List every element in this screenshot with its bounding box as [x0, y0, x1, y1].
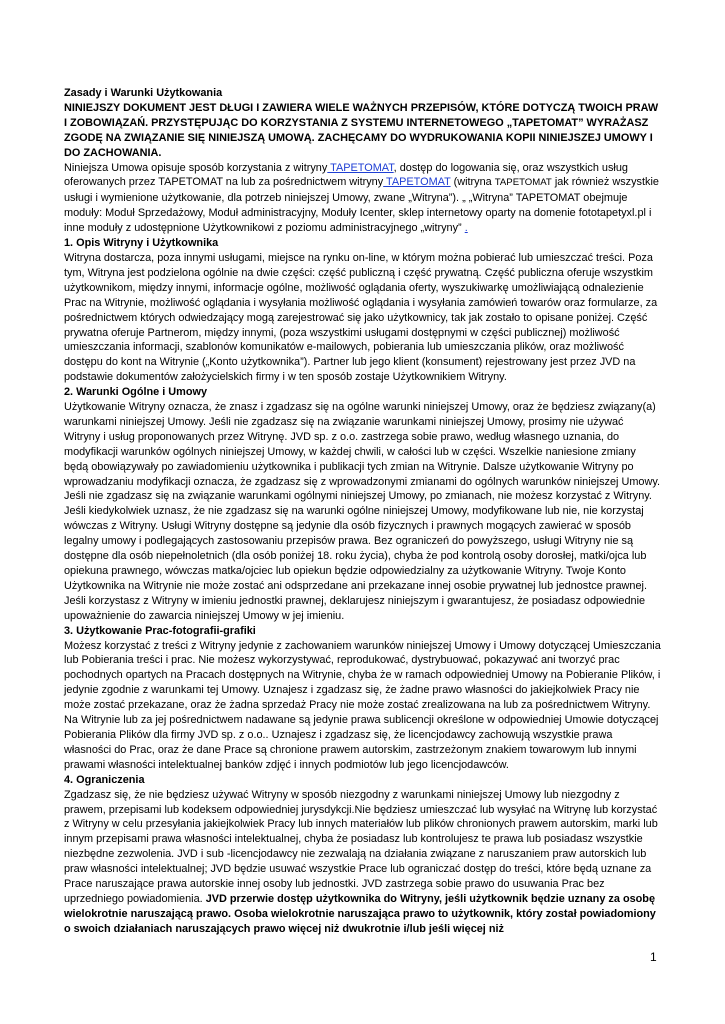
section-4-text: Zgadzasz się, że nie będziesz używać Witryny w sposób niezgodny z warunkami niniejszej Umowy lub niezgodny z prawem, przepisami lub kodeksem odpowiedniej jurysdykcji.Nie będziesz umieszczać lub wysyłać na Witrynę lub korzystać z Witryny w celu przesyłania jakiejkolwiek Pracy lub innych materiałów lub plików chronionych prawem autorskim, marki lub innym przepisami prawa własności intelektualnej, chyba że posiadasz lub kontrolujesz te prawa lub posiadasz wszystkie niezbędne zezwolenia. JVD i sub -licencjodawcy nie zezwalają na działania związane z naruszaniem praw autorskich lub praw własności intelektualnej; JVD będzie usuwać wszystkie Prace lub ograniczać dostęp do treści, które będą uznane za Prace naruszające prawa autorskie innej osoby lub jednostki. JVD zastrzega sobie prawo do usuwania Prac bez uprzedniego powiadomienia.	[64, 788, 658, 905]
section-4-bold-text: JVD przerwie dostęp użytkownika do Witryny, jeśli użytkownik będzie uznany za osobę wielokrotnie naruszającą prawo. Osoba wielokrotnie naruszająca prawo to użytkownik, który został powiadomiony o swoich działaniach naruszających prawo więcej niż dwukrotnie i/lub jeśli więcej niż	[64, 892, 656, 935]
section-2-body: Użytkowanie Witryny oznacza, że znasz i zgadzasz się na ogólne warunki niniejszej Umowy, oraz że będziesz związany(a) warunkami niniejszej Umowy. Jeśli nie zgadzasz się na związanie warunkami niniejszej Umowy, prosimy nie używać Witryny i usług proponowanych przez Witrynę. JVD sp. z o.o. zastrzega sobie prawo, według własnego uznania, do modyfikacji warunków ogólnych niniejszej Umowy, w każdej chwili, w całości lub w części. Wszelkie naniesione zmiany będą obowiązywały po zawiadomieniu użytkownika i publikacji tych zmian na Witrynie. Dalsze użytkowanie Witryny po wprowadzaniu modyfikacji oznacza, że zgadzasz się z wprowadzonymi zmianami do ogólnych warunków niniejszej Umowy. Jeśli nie zgadzasz się na związanie warunkami ogólnymi niniejszej Umowy, po zmianach, nie możesz korzystać z Witryny. Jeśli kiedykolwiek uznasz, że nie zgadzasz się na warunki ogólne niniejszej Umowy, modyfikowane lub nie, nie korzystaj wówczas z Witryny. Usługi Witryny dostępne są jedynie dla osób fizycznych i prawnych mogących zawierać w sposób legalny umowy i podlegających zastosowaniu przepisów prawa. Bez ograniczeń do powyższego, usługi Witryny nie są dostępne dla osób niepełnoletnich (dla osób poniżej 18. roku życia), chyba że pod kontrolą osoby dorosłej, matki/ojca lub opiekuna prawnego, wówczas matka/ojciec lub opiekun będzie odpowiedzialny za użytkowanie Witryny. Twoje Konto Użytkownika na Witrynie nie może zostać ani odsprzedane ani przekazane innej osobie prywatnej lub jednostce prawnej. Jeśli korzystasz z Witryny w imieniu jednostki prawnej, deklarujesz niniejszym i gwarantujesz, że posiadasz odpowiednie upoważnienie do zawarcia niniejszej Umowy w jej imieniu.	[64, 401, 661, 622]
intro-text-1: Niniejsza Umowa opisuje sposób korzystania z witryny	[64, 161, 328, 174]
page-number: 1	[650, 950, 657, 964]
intro-small-tapetomat: TAPETOMAT	[494, 177, 552, 189]
intro-paragraph	[64, 161, 662, 237]
section-1-body: Witryna dostarcza, poza innymi usługami, miejsce na rynku on-line, w którym można pobierać lub umieszczać treści. Poza tym, Witryna jest podzielona ogólnie na dwie części: część publiczną i część prywatną. Część publiczna oferuje wszystkim użytkownikom, między innymi, informacje ogólne, możliwość oglądania oferty, wyszukiwarkę umożliwiającą odnalezienie Prac na Witrynie, możliwość oglądania i wysyłania możliwość oglądania i wysyłania zamówień towarów oraz formularze, za pośrednictwem których odwiedzający mogą zarejestrować się jako użytkownicy, tak jak zostało to opisane poniżej. Część prywatna oferuje Partnerom, między innymi, (poza wszystkimi usługami dostępnymi w części publicznej) możliwość umieszczania informacji, szablonów komunikatów e-mailowych, pobierania lub umieszczania plików, oraz możliwość dostępu do kont na Witrynie („Konto użytkownika”). Partner lub jego klient (konsument) rejestrowany jest przez JVD na podstawie dokumentów założycielskich firmy i w ten sposób zostaje Użytkownikiem Witryny.	[64, 251, 658, 384]
section-4-heading: 4. Ograniczenia	[64, 773, 145, 786]
section-1-heading: 1. Opis Witryny i Użytkownika	[64, 237, 219, 250]
intro-link-dot[interactable]: .	[464, 222, 468, 235]
intro-text-2: , dostęp do logowania się, oraz wszystkich usług oferowanych przez TAPETOMAT na lub za pośrednictwem witryny	[64, 161, 628, 189]
intro-caps-notice: NINIEJSZY DOKUMENT JEST DŁUGI I ZAWIERA WIELE WAŻNYCH PRZEPISÓW, KTÓRE DOTYCZĄ TWOICH PRAW I ZOBOWIĄZAŃ. PRZYSTĘPUJĄC DO KORZYSTANIA Z SYSTEMU INTERNETOWEGO „TAPETOMAT” WYRAŻASZ ZGODĘ NA ZWIĄZANIE SIĘ NINIEJSZĄ UMOWĄ. ZACHĘCAMY DO WYDRUKOWANIA KOPII NINIEJSZEJ UMOWY I DO ZACHOWANIA.	[64, 101, 659, 159]
intro-text-4: jak również wszystkie usługi i wymienione użytkowanie, dla potrzeb niniejszej Umowy, zwane „Witryna”). „ „Witryna” TAPETOMAT obejmuje moduły: Moduł Sprzedażowy, Moduł administracyjny, Moduły Icenter, sklep internetowy oparty na domenie fototapetyxl.pl i inne moduły z udostępnione Użytkownikowi z poziomu administracyjnego „witryny”	[64, 176, 659, 235]
intro-text-3: (witryna	[450, 176, 495, 189]
tapetomat-link-2[interactable]: TAPETOMAT	[383, 176, 451, 189]
section-3-body: Możesz korzystać z treści z Witryny jedynie z zachowaniem warunków niniejszej Umowy i Umowy dotyczącej Umieszczania lub Pobierania treści i prac. Nie możesz wykorzystywać, reprodukować, dystrybuować, pokazywać ani tworzyć prac pochodnych opartych na Pracach dostępnych na Witrynie, chyba że w ramach odpowiedniej Umowy na Pobieranie Plików, i jedynie zgodnie z warunkami tej Umowy. Uznajesz i zgadzasz się, że żadne prawo własności do jakiejkolwiek Pracy nie może zostać przekazane, oraz że żadna sprzedaż Pracy nie może zostać zrealizowana na lub za pośrednictwem Witryny. Na Witrynie lub za jej pośrednictwem nadawane są jedynie prawa sublicencji określone w odpowiedniej Umowie dotyczącej Pobierania Plików dla firmy JVD sp. z o.o.. Uznajesz i zgadzasz się, że licencjodawcy zachowują wszystkie prawa własności do Prac, oraz że dane Prace są chronione prawem autorskim, zastrzeżonym znakiem towarowym lub innymi prawami własności intelektualnej banków zdjęć i innych podmiotów lub jego licencjodawców.	[64, 639, 661, 771]
section-4-body	[64, 788, 662, 937]
doc-title: Zasady i Warunki Użytkowania	[64, 87, 223, 99]
document-page	[64, 86, 662, 937]
section-2-heading: 2. Warunki Ogólne i Umowy	[64, 386, 208, 399]
tapetomat-link-1[interactable]: TAPETOMAT	[327, 161, 394, 174]
section-3-heading: 3. Użytkowanie Prac-fotografii-grafiki	[64, 624, 256, 637]
